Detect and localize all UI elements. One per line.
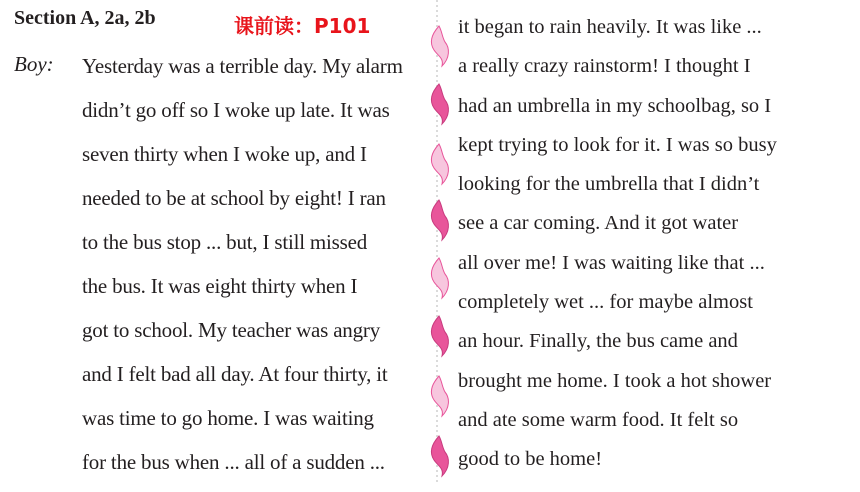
passage-line: good to be home!	[458, 448, 603, 471]
passage-right-column	[458, 13, 848, 485]
passage-left-column	[82, 52, 422, 492]
passage-line: and ate some warm food. It felt so	[458, 408, 739, 431]
passage-line: for the bus when ... all of a sudden ...	[82, 450, 385, 474]
passage-line: brought me home. I took a hot shower	[458, 369, 772, 392]
passage-line: kept trying to look for it. I was so busy	[458, 133, 777, 156]
ribbon-marker-icon	[431, 26, 448, 66]
passage-line: it began to rain heavily. It was like ...	[458, 16, 762, 38]
speaker-label: Boy:	[14, 52, 54, 76]
passage-line: got to school. My teacher was angry	[82, 318, 381, 342]
ribbon-marker-icon	[431, 316, 448, 356]
passage-line: didn’t go off so I woke up late. It was	[82, 98, 390, 122]
passage-line: had an umbrella in my schoolbag, so I	[458, 94, 772, 117]
passage-line: an hour. Finally, the bus came and	[458, 330, 738, 353]
passage-line: Yesterday was a terrible day. My alarm	[82, 54, 403, 78]
passage-line: to the bus stop ... but, I still missed	[82, 230, 368, 254]
page-binding-divider	[420, 0, 454, 484]
section-title: Section A, 2a, 2b	[14, 7, 156, 29]
passage-line: was time to go home. I was waiting	[82, 406, 374, 430]
passage-line: a really crazy rainstorm! I thought I	[458, 55, 751, 78]
passage-line: seven thirty when I woke up, and I	[82, 142, 367, 166]
ribbon-marker-icon	[431, 258, 448, 298]
passage-line: all over me! I was waiting like that ...	[458, 251, 765, 274]
passage-line: needed to be at school by eight! I ran	[82, 186, 386, 210]
passage-line: looking for the umbrella that I didn’t	[458, 173, 760, 196]
reading-note: 课前读：P101	[234, 14, 371, 38]
passage-line: and I felt bad all day. At four thirty, it	[82, 362, 388, 386]
ribbon-marker-icon	[431, 144, 448, 184]
ribbon-marker-icon	[431, 436, 448, 476]
passage-line: see a car coming. And it got water	[458, 212, 739, 235]
ribbon-marker-icon	[431, 200, 448, 240]
ribbon-marker-icon	[431, 84, 448, 124]
ribbon-marker-icon	[431, 376, 448, 416]
passage-line: the bus. It was eight thirty when I	[82, 274, 358, 298]
passage-line: completely wet ... for maybe almost	[458, 291, 753, 314]
